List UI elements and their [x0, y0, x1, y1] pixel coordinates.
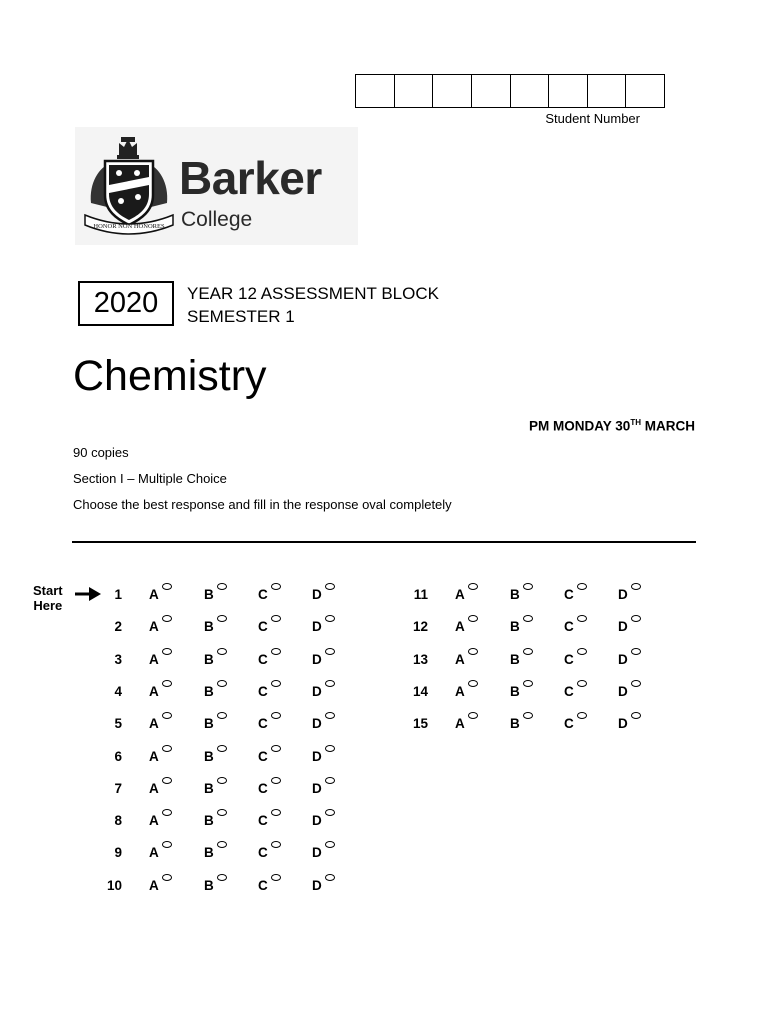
option-letter: C	[258, 683, 268, 699]
option-a[interactable]	[455, 716, 465, 731]
response-oval[interactable]	[631, 680, 641, 687]
option-letter: A	[149, 587, 159, 602]
response-oval[interactable]	[468, 583, 478, 590]
option-letter: B	[510, 619, 520, 635]
response-oval[interactable]	[271, 583, 281, 590]
question-row	[404, 619, 654, 639]
response-oval[interactable]	[162, 583, 172, 590]
question-row	[404, 684, 654, 704]
option-letter: D	[618, 683, 628, 699]
option-letter: D	[312, 845, 322, 861]
student-number-digit-box[interactable]	[626, 75, 664, 107]
response-oval[interactable]	[631, 615, 641, 622]
option-letter: A	[455, 716, 465, 732]
option-d[interactable]	[312, 587, 322, 602]
response-oval[interactable]	[631, 583, 641, 590]
logo-subtitle: College	[181, 208, 253, 231]
option-b[interactable]	[204, 845, 214, 860]
question-number: 10	[106, 877, 122, 893]
option-a[interactable]	[149, 587, 159, 602]
student-number-digit-box[interactable]	[588, 75, 627, 107]
question-number: 1	[114, 587, 122, 602]
option-letter: A	[149, 716, 159, 732]
option-letter: D	[312, 748, 322, 764]
option-letter: B	[510, 587, 520, 602]
option-c[interactable]	[564, 587, 574, 602]
year-box: 2020	[78, 281, 174, 326]
response-oval[interactable]	[577, 712, 587, 719]
option-letter: D	[618, 619, 628, 635]
question-number: 14	[412, 683, 428, 699]
response-oval[interactable]	[162, 841, 172, 848]
option-d[interactable]	[618, 684, 628, 699]
option-a[interactable]	[455, 619, 465, 634]
semester-label: SEMESTER 1	[187, 307, 295, 326]
response-oval[interactable]	[325, 712, 335, 719]
student-number-boxes[interactable]	[355, 74, 665, 108]
option-letter: B	[510, 651, 520, 667]
option-b[interactable]	[204, 587, 214, 602]
question-number: 12	[412, 619, 428, 635]
option-c[interactable]	[258, 716, 268, 731]
response-oval[interactable]	[523, 648, 533, 655]
option-d[interactable]	[618, 587, 628, 602]
student-number-digit-box[interactable]	[433, 75, 472, 107]
option-letter: B	[510, 716, 520, 732]
start-label-line2: Here	[33, 598, 63, 613]
option-a[interactable]	[149, 619, 159, 634]
response-oval[interactable]	[325, 745, 335, 752]
option-letter: A	[455, 587, 465, 602]
option-letter: C	[258, 587, 268, 602]
option-letter: A	[455, 619, 465, 635]
option-letter: B	[204, 748, 214, 764]
option-c[interactable]	[258, 684, 268, 699]
start-here-label	[33, 583, 63, 613]
response-oval[interactable]	[271, 745, 281, 752]
option-c[interactable]	[564, 716, 574, 731]
response-oval[interactable]	[577, 615, 587, 622]
response-oval[interactable]	[271, 712, 281, 719]
option-letter: D	[312, 813, 322, 829]
response-oval[interactable]	[271, 615, 281, 622]
option-d[interactable]	[312, 845, 322, 860]
date-month: MARCH	[641, 418, 695, 434]
option-letter: A	[455, 683, 465, 699]
option-c[interactable]	[258, 845, 268, 860]
response-oval[interactable]	[162, 680, 172, 687]
option-letter: D	[312, 716, 322, 732]
response-oval[interactable]	[217, 680, 227, 687]
logo-title: Barker	[179, 152, 322, 204]
option-a[interactable]	[149, 813, 159, 828]
response-oval[interactable]	[325, 615, 335, 622]
option-d[interactable]	[312, 781, 322, 796]
response-oval[interactable]	[325, 648, 335, 655]
option-a[interactable]	[149, 684, 159, 699]
crest-icon	[81, 133, 177, 237]
response-oval[interactable]	[217, 874, 227, 881]
question-row	[98, 716, 348, 736]
response-oval[interactable]	[162, 777, 172, 784]
option-c[interactable]	[258, 878, 268, 893]
response-oval[interactable]	[325, 809, 335, 816]
student-number-digit-box[interactable]	[395, 75, 434, 107]
option-letter: B	[204, 780, 214, 796]
motto-text: HONOR NON HONORES	[93, 223, 165, 230]
student-number-digit-box[interactable]	[511, 75, 550, 107]
option-letter: C	[258, 619, 268, 635]
option-letter: B	[204, 813, 214, 829]
option-b[interactable]	[510, 652, 520, 667]
option-letter: C	[258, 716, 268, 732]
response-oval[interactable]	[523, 583, 533, 590]
question-row	[98, 845, 348, 865]
response-oval[interactable]	[325, 777, 335, 784]
response-oval[interactable]	[577, 583, 587, 590]
response-oval[interactable]	[577, 648, 587, 655]
question-number: 3	[114, 651, 122, 667]
question-row	[98, 652, 348, 672]
start-label-line1: Start	[33, 583, 63, 598]
response-oval[interactable]	[468, 615, 478, 622]
option-letter: A	[149, 845, 159, 861]
question-number: 11	[413, 587, 428, 602]
response-oval[interactable]	[162, 648, 172, 655]
option-b[interactable]	[204, 878, 214, 893]
response-oval[interactable]	[217, 841, 227, 848]
option-letter: B	[204, 651, 214, 667]
response-oval[interactable]	[271, 874, 281, 881]
option-c[interactable]	[258, 749, 268, 764]
response-oval[interactable]	[162, 809, 172, 816]
date-main: PM MONDAY 30	[529, 418, 631, 434]
response-oval[interactable]	[217, 777, 227, 784]
option-b[interactable]	[510, 716, 520, 731]
option-letter: C	[564, 587, 574, 602]
response-oval[interactable]	[325, 874, 335, 881]
option-a[interactable]	[149, 716, 159, 731]
option-d[interactable]	[312, 716, 322, 731]
question-row	[98, 587, 348, 607]
response-oval[interactable]	[271, 809, 281, 816]
option-a[interactable]	[149, 652, 159, 667]
option-d[interactable]	[312, 878, 322, 893]
option-c[interactable]	[564, 652, 574, 667]
question-row	[404, 652, 654, 672]
option-c[interactable]	[258, 781, 268, 796]
response-oval[interactable]	[217, 745, 227, 752]
option-a[interactable]	[455, 652, 465, 667]
response-oval[interactable]	[162, 615, 172, 622]
option-letter: A	[149, 619, 159, 635]
question-row	[404, 587, 654, 607]
option-letter: C	[258, 845, 268, 861]
response-oval[interactable]	[631, 648, 641, 655]
response-oval[interactable]	[217, 712, 227, 719]
question-number: 8	[114, 813, 122, 829]
option-letter: B	[204, 716, 214, 732]
option-letter: D	[312, 683, 322, 699]
option-letter: D	[312, 780, 322, 796]
option-a[interactable]	[455, 587, 465, 602]
student-number-digit-box[interactable]	[356, 75, 395, 107]
question-row	[98, 781, 348, 801]
option-c[interactable]	[258, 652, 268, 667]
option-d[interactable]	[312, 619, 322, 634]
option-letter: D	[618, 651, 628, 667]
response-oval[interactable]	[523, 712, 533, 719]
response-oval[interactable]	[523, 615, 533, 622]
option-letter: A	[149, 748, 159, 764]
response-oval[interactable]	[325, 583, 335, 590]
option-letter: C	[258, 780, 268, 796]
option-c[interactable]	[258, 587, 268, 602]
option-letter: D	[312, 619, 322, 635]
response-oval[interactable]	[325, 680, 335, 687]
date-ordinal: TH	[630, 418, 641, 427]
question-number: 7	[114, 780, 122, 796]
option-letter: B	[204, 683, 214, 699]
option-letter: D	[312, 587, 322, 602]
option-d[interactable]	[618, 716, 628, 731]
option-c[interactable]	[564, 684, 574, 699]
option-d[interactable]	[312, 749, 322, 764]
option-letter: B	[204, 877, 214, 893]
college-logo	[75, 127, 358, 245]
option-letter: A	[149, 877, 159, 893]
question-number: 9	[114, 845, 122, 861]
option-letter: B	[204, 619, 214, 635]
question-number: 15	[412, 716, 428, 732]
response-oval[interactable]	[162, 874, 172, 881]
option-letter: B	[204, 587, 214, 602]
response-oval[interactable]	[162, 745, 172, 752]
response-oval[interactable]	[271, 841, 281, 848]
question-number: 2	[114, 619, 122, 635]
response-oval[interactable]	[468, 712, 478, 719]
option-d[interactable]	[618, 652, 628, 667]
question-number: 4	[114, 683, 122, 699]
response-oval[interactable]	[217, 615, 227, 622]
response-oval[interactable]	[217, 809, 227, 816]
option-letter: C	[564, 651, 574, 667]
option-letter: C	[564, 619, 574, 635]
question-row	[98, 878, 348, 898]
option-letter: C	[258, 748, 268, 764]
option-letter: D	[618, 716, 628, 732]
option-a[interactable]	[149, 845, 159, 860]
option-letter: D	[312, 651, 322, 667]
option-b[interactable]	[204, 684, 214, 699]
option-letter: D	[312, 877, 322, 893]
option-letter: A	[455, 651, 465, 667]
assessment-block-title: YEAR 12 ASSESSMENT BLOCK	[187, 284, 439, 303]
response-oval[interactable]	[271, 648, 281, 655]
option-d[interactable]	[618, 619, 628, 634]
response-oval[interactable]	[468, 680, 478, 687]
copies-count: 90 copies	[73, 445, 129, 460]
response-oval[interactable]	[217, 648, 227, 655]
option-a[interactable]	[149, 878, 159, 893]
question-row	[98, 684, 348, 704]
response-oval[interactable]	[325, 841, 335, 848]
question-row	[98, 619, 348, 639]
question-number: 13	[412, 651, 428, 667]
section-title: Section I – Multiple Choice	[73, 471, 227, 486]
question-number: 6	[114, 748, 122, 764]
option-letter: B	[204, 845, 214, 861]
option-d[interactable]	[312, 652, 322, 667]
question-row	[98, 749, 348, 769]
option-a[interactable]	[149, 749, 159, 764]
question-number: 5	[114, 716, 122, 732]
option-letter: C	[258, 877, 268, 893]
question-row	[98, 813, 348, 833]
option-letter: D	[618, 587, 628, 602]
option-c[interactable]	[258, 813, 268, 828]
subject-title: Chemistry	[73, 352, 267, 400]
response-oval[interactable]	[162, 712, 172, 719]
option-a[interactable]	[149, 781, 159, 796]
option-b[interactable]	[510, 619, 520, 634]
response-oval[interactable]	[577, 680, 587, 687]
option-c[interactable]	[258, 619, 268, 634]
option-b[interactable]	[204, 652, 214, 667]
student-number-digit-box[interactable]	[549, 75, 588, 107]
student-number-digit-box[interactable]	[472, 75, 511, 107]
option-letter: A	[149, 651, 159, 667]
response-oval[interactable]	[631, 712, 641, 719]
student-number-label: Student Number	[545, 111, 640, 126]
option-b[interactable]	[204, 619, 214, 634]
option-b[interactable]	[510, 684, 520, 699]
response-oval[interactable]	[468, 648, 478, 655]
option-letter: C	[258, 651, 268, 667]
option-letter: C	[564, 716, 574, 732]
option-d[interactable]	[312, 684, 322, 699]
option-letter: A	[149, 683, 159, 699]
divider	[72, 541, 696, 543]
option-b[interactable]	[204, 749, 214, 764]
option-letter: C	[564, 683, 574, 699]
option-c[interactable]	[564, 619, 574, 634]
option-b[interactable]	[204, 813, 214, 828]
option-letter: A	[149, 780, 159, 796]
option-b[interactable]	[510, 587, 520, 602]
option-letter: C	[258, 813, 268, 829]
response-oval[interactable]	[271, 680, 281, 687]
question-row	[404, 716, 654, 736]
instructions: Choose the best response and fill in the response oval completely	[73, 497, 452, 512]
option-letter: A	[149, 813, 159, 829]
option-letter: B	[510, 683, 520, 699]
response-oval[interactable]	[217, 583, 227, 590]
exam-date	[529, 418, 695, 434]
option-b[interactable]	[204, 781, 214, 796]
response-oval[interactable]	[523, 680, 533, 687]
option-d[interactable]	[312, 813, 322, 828]
option-a[interactable]	[455, 684, 465, 699]
response-oval[interactable]	[271, 777, 281, 784]
option-b[interactable]	[204, 716, 214, 731]
